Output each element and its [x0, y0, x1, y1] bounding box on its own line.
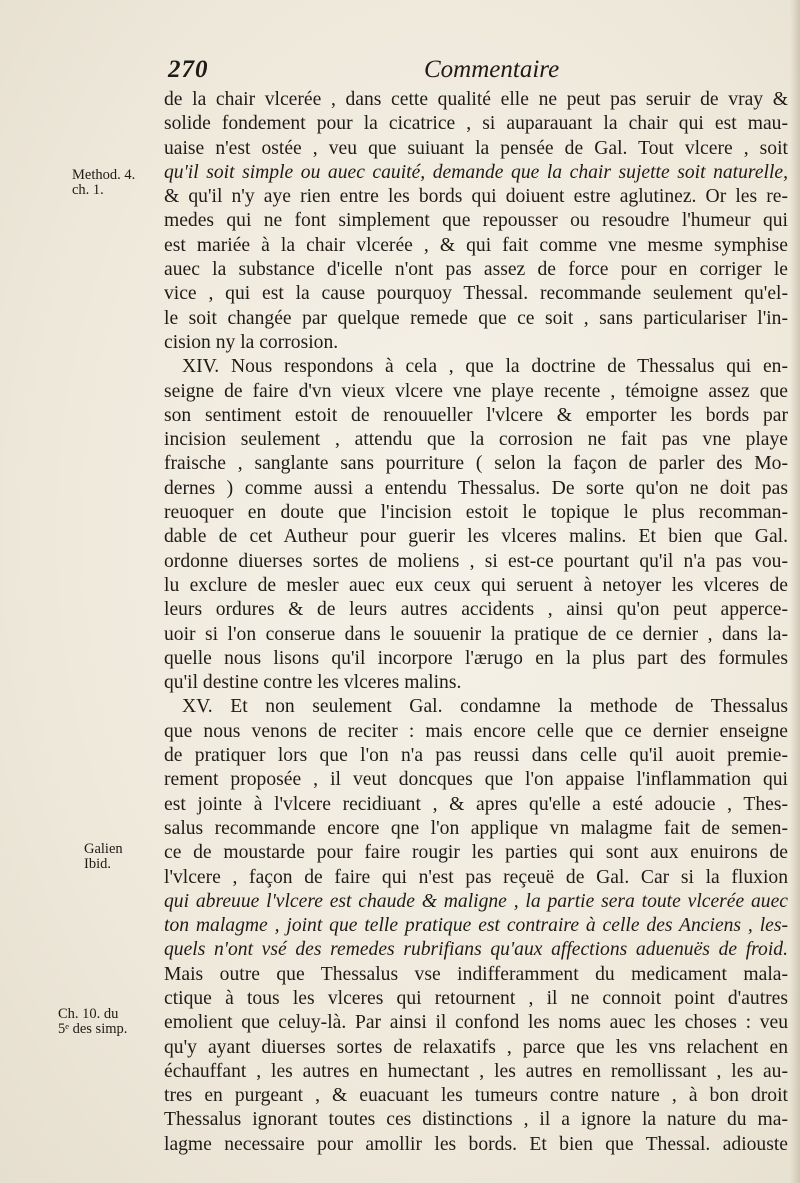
text-line: tres en purgeant , & euacuant les tumeurs contre nature , à bon droit [164, 1085, 788, 1107]
text-line: leurs ordures & de leurs autres accidents , ainsi qu'on peut apperce- [164, 599, 788, 621]
margin-note-chap [58, 1007, 127, 1037]
text-line: seigne de faire d'vn vieux vlcere vne playe recente , témoigne assez que [164, 380, 788, 402]
text-line: auec la substance d'icelle n'ont pas assez de force pour en corriger le [164, 259, 788, 281]
text-line: l'vlcere , façon de faire qui n'est pas reçeuë de Gal. Car si la fluxion [164, 866, 788, 888]
margin-note-line: Galien [84, 841, 123, 857]
text-line: Mais outre que Thessalus vse indifferamment du medicament mala- [164, 963, 788, 985]
margin-note-method [72, 168, 135, 198]
text-line: vice , qui est la cause pourquoy Thessal. recommande seulement qu'el- [164, 283, 788, 305]
text-line: qui abreuue l'vlcere est chaude & maligne , la partie sera toute vlcerée auec [164, 890, 788, 912]
text-line: qu'il soit simple ou auec cauité, demande que la chair sujette soit naturelle, [164, 161, 788, 183]
body-text [164, 88, 788, 1157]
text-line: fraische , sanglante sans pourriture ( selon la façon de parler des Mo- [164, 453, 788, 475]
margin-note-line: ch. 1. [72, 182, 104, 198]
margin-note-line: Method. 4. [72, 167, 136, 183]
text-line: uoir si l'on conserue dans le souuenir la pratique de ce dernier , dans la- [164, 623, 788, 645]
text-line: ce de moustarde pour faire rougir les parties qui sont aux enuirons de [164, 842, 788, 864]
page-edge-shadow [790, 0, 800, 1183]
margin-note-galien [84, 842, 123, 872]
text-line: lu exclure de mesler auec eux ceux qui seruent à netoyer les vlceres de [164, 574, 788, 596]
paragraph-start-line: XV. Et non seulement Gal. condamne la methode de Thessalus [182, 696, 788, 718]
margin-note-line: Ch. 10. du [58, 1006, 119, 1022]
page-number: 270 [168, 56, 209, 83]
running-title: Commentaire [424, 56, 560, 83]
text-line: est mariée à la chair vlcerée , & qui fait comme vne mesme symphise [164, 234, 788, 256]
text-line: reuoquer en doute que l'incision estoit le topique le plus recomman- [164, 502, 788, 524]
text-line: Thessalus ignorant toutes ces distinctions , il a ignore la nature du ma- [164, 1109, 788, 1131]
text-line: dable de cet Autheur pour guerir les vlceres malins. Et bien que Gal. [164, 526, 788, 548]
text-line: medes qui ne font simplement que repousser ou resoudre l'humeur qui [164, 210, 788, 232]
text-line: dernes ) comme aussi a entendu Thessalus. De sorte qu'on ne doit pas [164, 477, 788, 499]
text-line: que nous venons de reciter : mais encore celle que ce dernier enseigne [164, 720, 788, 742]
text-line: solide fondement pour la cicatrice , si auparauant la chair qui est mau- [164, 113, 788, 135]
text-line: ctique à tous les vlceres qui retournent , il ne connoit point d'autres [164, 987, 788, 1009]
text-line: uaise n'est ostée , veu que suiuant la pensée de Gal. Tout vlcere , soit [164, 137, 788, 159]
text-line: emolient que celuy-là. Par ainsi il confond les noms auec les choses : veu [164, 1012, 788, 1034]
text-line: quelle nous lisons qu'il incorpore l'ærugo en la plus part des formules [164, 647, 788, 669]
text-line: lagme necessaire pour amollir les bords. Et bien que Thessal. adiouste [164, 1133, 788, 1155]
paragraph-start-line: XIV. Nous respondons à cela , que la doctrine de Thessalus qui en- [182, 356, 788, 378]
text-line: qu'y ayant diuerses sortes de relaxatifs , parce que les vns relachent en [164, 1036, 788, 1058]
text-line: de la chair vlcerée , dans cette qualité elle ne peut pas seruir de vray & [164, 89, 788, 110]
text-line: ton malagme , joint que telle pratique est contraire à celle des Anciens , les- [164, 915, 788, 937]
text-line: salus recommande encore qne l'on applique vn malagme fait de semen- [164, 817, 788, 839]
text-line: échauffant , les autres en humectant , les autres en remollissant , les au- [164, 1060, 788, 1082]
text-line: incision seulement , attendu que la corrosion ne fait pas vne playe [164, 429, 788, 451]
text-line: le soit changée par quelque remede que ce soit , sans particulariser l'in- [164, 307, 788, 329]
text-line: son sentiment estoit de renouueller l'vlcere & emporter les bords par [164, 404, 788, 426]
text-line: est jointe à l'vlcere recidiuant , & apres qu'elle a esté adoucie , Thes- [164, 793, 788, 815]
text-line: & qu'il n'y aye rien entre les bords qui doiuent estre aglutinez. Or les re- [164, 186, 788, 208]
margin-note-line: 5ᵉ des simp. [58, 1021, 128, 1037]
text-line: cision ny la corrosion. [164, 331, 339, 353]
margin-note-line: Ibid. [84, 856, 111, 872]
page-header [164, 56, 764, 90]
text-line: qu'il destine contre les vlceres malins. [164, 672, 462, 694]
text-line: quels n'ont vsé des remedes rubrifians qu'aux affections aduenuës de froid. [164, 939, 788, 961]
text-line: rement proposée , il veut doncques que l'on appaise l'inflammation qui [164, 769, 788, 791]
text-line: ordonne diuerses sortes de moliens , si est-ce pourtant qu'il n'a pas vou- [164, 550, 788, 572]
text-line: de pratiquer lors que l'on n'a pas reussi dans celle qu'il auoit premie- [164, 745, 788, 767]
